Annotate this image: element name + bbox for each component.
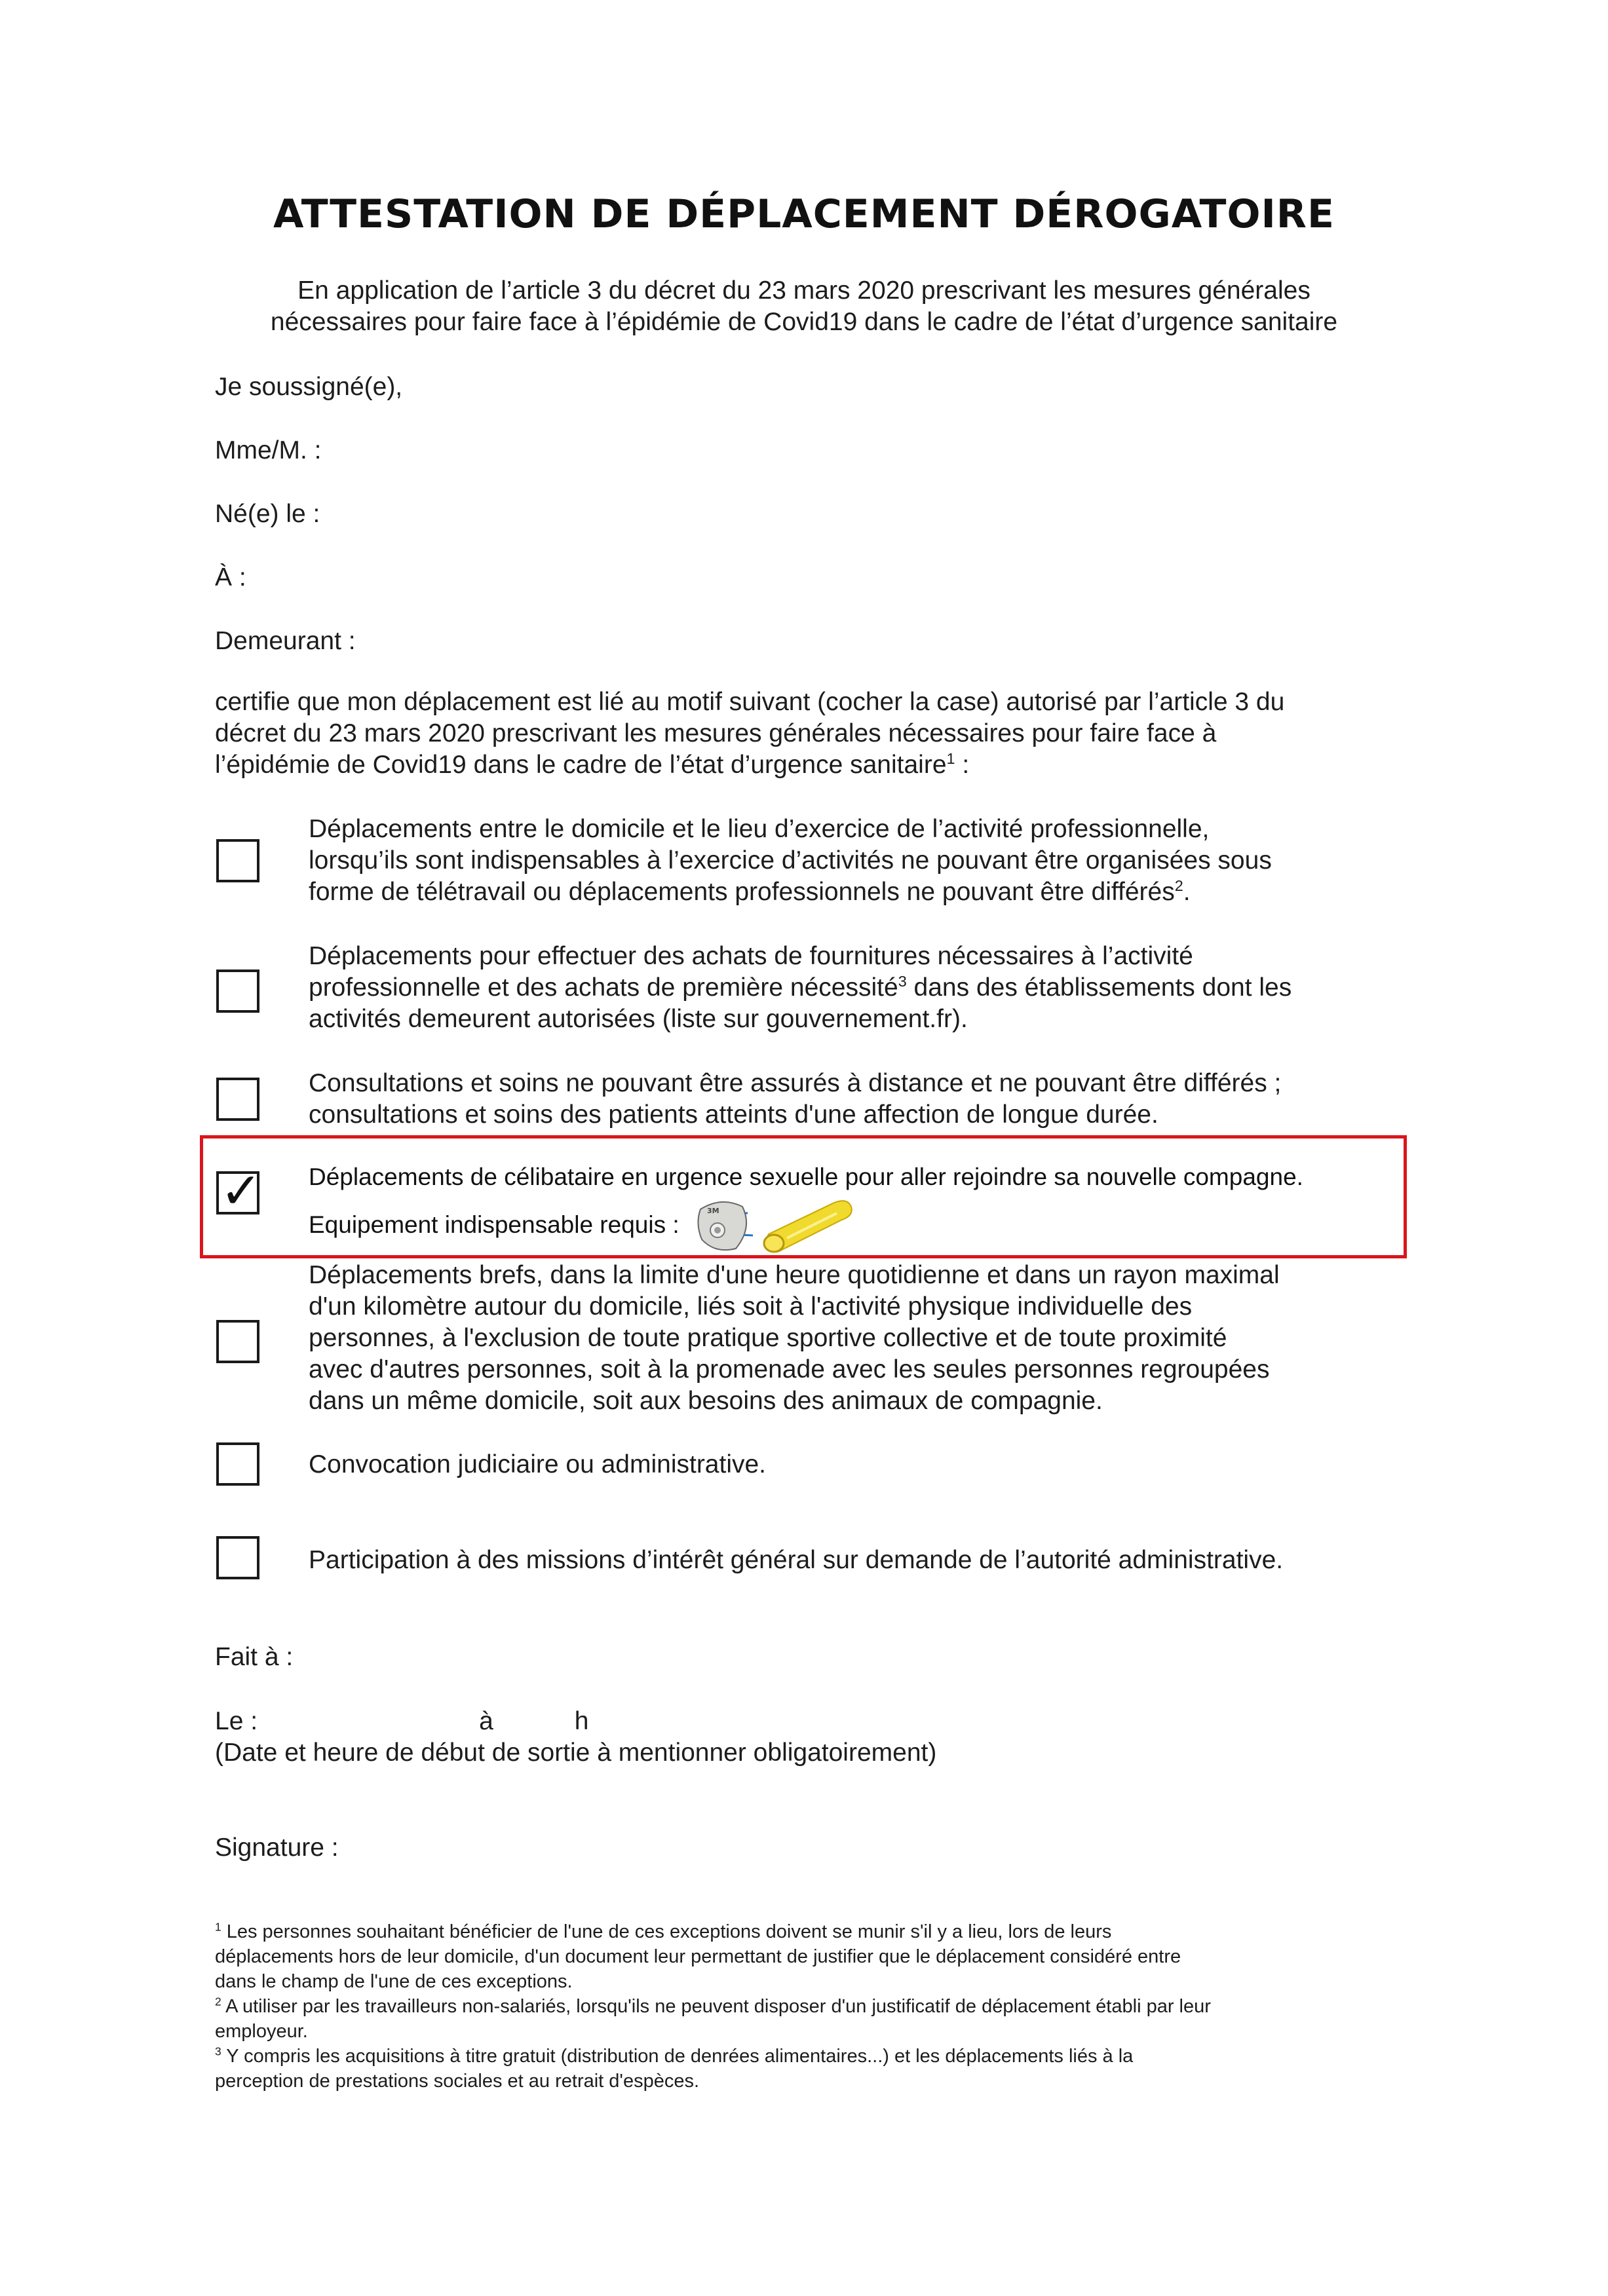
checkbox-mission[interactable]: [216, 1536, 259, 1579]
mask-icon: [695, 1194, 761, 1256]
footnote-2: [215, 1994, 1407, 2019]
option-line-text: forme de télétravail ou déplacements professionnels ne pouvant être différés: [309, 878, 1175, 906]
checkbox-judicial[interactable]: [216, 1442, 259, 1486]
footnote-ref: 1: [946, 750, 955, 767]
condom-icon: [761, 1194, 859, 1256]
footnote-line: déplacements hors de leur domicile, d'un document leur permettant de justifier que le déplacement considéré entre: [215, 1946, 1181, 1967]
option-line: activités demeurent autorisées (liste sur gouvernement.fr).: [309, 1005, 968, 1033]
checkbox-work[interactable]: [216, 839, 259, 882]
footnote-line: A utiliser par les travailleurs non-salariés, lorsqu'ils ne peuvent disposer d'un justificatif de déplacement établi par leur: [225, 1996, 1211, 2017]
field-birthplace[interactable]: À :: [215, 563, 246, 592]
intro-line: En application de l’article 3 du décret du 23 mars 2020 prescrivant les mesures générales: [297, 276, 1311, 305]
field-date[interactable]: Le :: [215, 1707, 258, 1735]
option-line-end: .: [1183, 878, 1191, 906]
option-exercise-text: [309, 1260, 1436, 1417]
checkbox-shopping[interactable]: [216, 969, 259, 1013]
option-line: [309, 972, 1436, 1004]
option-line: d'un kilomètre autour du domicile, liés soit à l'activité physique individuelle des: [309, 1292, 1193, 1321]
footnote-line: dans le champ de l'une de ces exceptions.: [215, 1971, 573, 1992]
footnote-line: Y compris les acquisitions à titre gratuit (distribution de denrées alimentaires...) et les déplacements liés à la: [226, 2046, 1134, 2067]
checkbox-health[interactable]: [216, 1078, 259, 1121]
checkbox-exercise[interactable]: [216, 1320, 259, 1363]
option-work-text: [309, 814, 1436, 908]
option-line: Consultations et soins ne pouvant être assurés à distance et ne pouvant être différés ;: [309, 1069, 1282, 1097]
option-line: [309, 876, 1436, 908]
option-shopping-text: [309, 941, 1436, 1035]
option-health-text: [309, 1068, 1436, 1131]
field-signature[interactable]: Signature :: [215, 1834, 339, 1862]
option-line: dans un même domicile, soit aux besoins des animaux de compagnie.: [309, 1387, 1103, 1415]
option-line: Déplacements pour effectuer des achats de fournitures nécessaires à l’activité: [309, 942, 1193, 970]
option-line: lorsqu’ils sont indispensables à l’exercice d’activités ne pouvant être organisées sous: [309, 846, 1272, 875]
option-line: avec d'autres personnes, soit à la promenade avec les seules personnes regroupées: [309, 1355, 1270, 1383]
footnotes: [215, 1919, 1407, 2094]
footnote-line: employeur.: [215, 2021, 308, 2042]
date-note: (Date et heure de début de sortie à mentionner obligatoirement): [215, 1739, 937, 1767]
footnote-line: perception de prestations sociales et au retrait d'espèces.: [215, 2071, 700, 2092]
footnote-1: [215, 1919, 1407, 1944]
option-line: Déplacements brefs, dans la limite d'une heure quotidienne et dans un rayon maximal: [309, 1261, 1280, 1289]
footnote-ref: 2: [1174, 877, 1183, 894]
field-time-a: à: [479, 1707, 493, 1735]
field-time-h: h: [574, 1707, 589, 1735]
footnote-line: Les personnes souhaitant bénéficier de l'une de ces exceptions doivent se munir s'il y a lieu, lors de leurs: [226, 1921, 1112, 1942]
option-line: consultations et soins des patients atteints d'une affection de longue durée.: [309, 1101, 1158, 1129]
field-undersigned: Je soussigné(e),: [215, 373, 403, 401]
option-mission-text: Participation à des missions d’intérêt général sur demande de l’autorité administrative.: [309, 1546, 1284, 1574]
mask-logo-text: 3M: [706, 1207, 719, 1215]
field-born[interactable]: Né(e) le :: [215, 500, 320, 528]
option-urgence-text: [309, 1161, 1423, 1256]
option-line: personnes, à l'exclusion de toute pratique sportive collective et de toute proximité: [309, 1324, 1227, 1352]
footnote-number: 1: [215, 1920, 221, 1934]
option-line-text: professionnelle et des achats de première nécessité: [309, 973, 898, 1002]
certify-line: certifie que mon déplacement est lié au motif suivant (cocher la case) autorisé par l’article 3 du: [215, 688, 1285, 716]
intro-paragraph: [170, 275, 1438, 338]
certify-colon: :: [955, 751, 970, 779]
option-judicial-text: Convocation judiciaire ou administrative.: [309, 1450, 767, 1478]
option-line-text: dans des établissements dont les: [913, 973, 1292, 1002]
certify-line-text: l’épidémie de Covid19 dans le cadre de l’état d’urgence sanitaire: [215, 751, 947, 779]
footnote-ref: 3: [898, 973, 907, 990]
option-line: Déplacements entre le domicile et le lieu d’exercice de l’activité professionnelle,: [309, 815, 1210, 843]
intro-line: nécessaires pour faire face à l’épidémie de Covid19 dans le cadre de l’état d’urgence sanitaire: [270, 308, 1338, 336]
equipment-label: Equipement indispensable requis :: [309, 1211, 680, 1238]
certify-line: décret du 23 mars 2020 prescrivant les mesures générales nécessaires pour faire face à: [215, 719, 1217, 747]
footnote-number: 2: [215, 1995, 221, 2008]
footnote-3: [215, 2044, 1407, 2069]
check-mark-icon: ✓: [220, 1161, 262, 1220]
field-name[interactable]: Mme/M. :: [215, 436, 322, 464]
certify-paragraph: [215, 687, 1414, 781]
field-done-at[interactable]: Fait à :: [215, 1643, 294, 1671]
option-line: Déplacements de célibataire en urgence sexuelle pour aller rejoindre sa nouvelle compagne.: [309, 1163, 1303, 1190]
equipment-line: [309, 1194, 1423, 1256]
field-address[interactable]: Demeurant :: [215, 627, 356, 655]
page-title: ATTESTATION DE DÉPLACEMENT DÉROGATOIRE: [273, 191, 1335, 237]
certify-line: [215, 749, 1414, 781]
footnote-number: 3: [215, 2044, 221, 2058]
date-line: [215, 1706, 588, 1737]
